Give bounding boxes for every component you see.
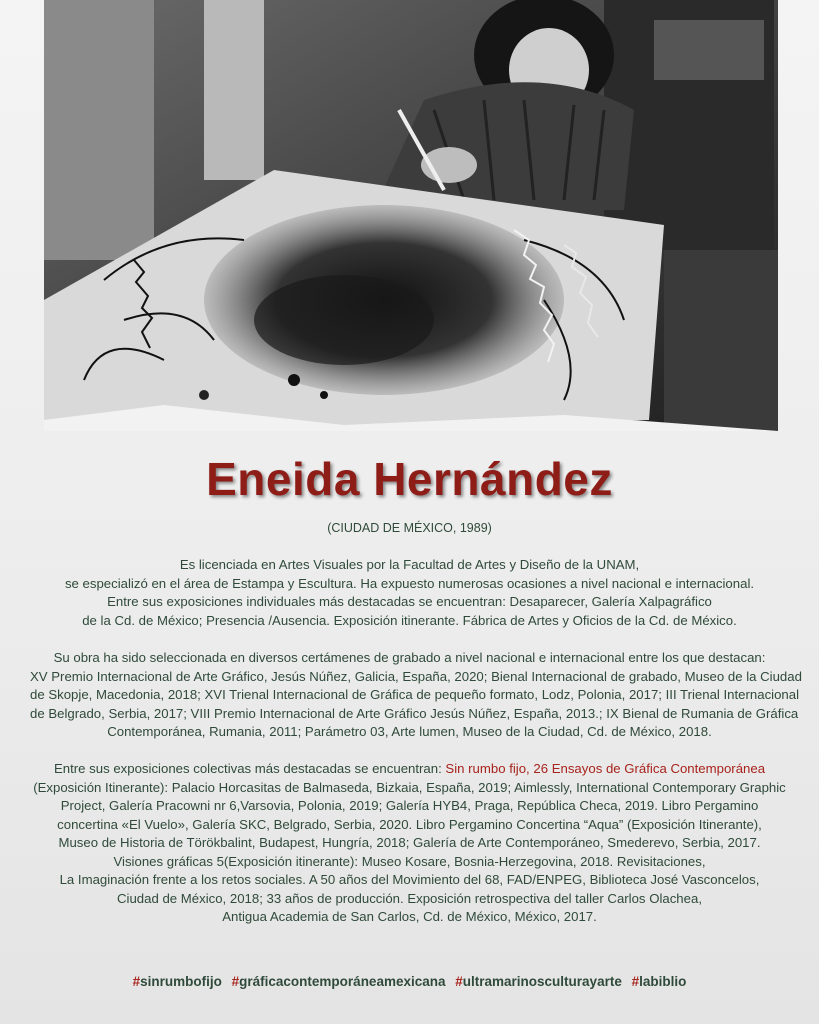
bio-line: Museo de Historia de Törökbalint, Budapest, Hungría, 2018; Galería de Arte Contemporáneo, Smederevo, Serbia, 2017. — [58, 835, 761, 850]
bio-line: Visiones gráficas 5(Exposición itinerante): Museo Kosare, Bosnia-Herzegovina, 2018. Revisitaciones, — [113, 853, 706, 869]
bio-line: concertina «El Vuelo», Galería SKC, Belgrado, Serbia, 2020. Libro Pergamino Concertina “Aqua” (Exposición Itinerante), — [57, 816, 762, 832]
bio-line: de Belgrado, Serbia, 2017; VIII Premio Internacional de Arte Gráfico Jesús Núñez, España, 2013.; IX Bienal de Rumania de Gráfica — [30, 705, 799, 721]
bio-line: Project, Galería Pracowni nr 6,Varsovia, Polonia, 2019; Galería HYB4, Praga, República Checa, 2019. Libro Pergamino — [60, 798, 759, 813]
hashtag-text: labiblio — [639, 974, 687, 989]
hashtag[interactable] — [232, 974, 446, 989]
bio-line: Entre sus exposiciones individuales más destacadas se encuentran: Desaparecer, Galería Xalpagráfico — [107, 594, 712, 609]
artist-photo — [44, 0, 778, 431]
bio-line-prefix: Entre sus exposiciones colectivas más destacadas se encuentran: — [53, 761, 446, 776]
bio-line: La Imaginación frente a los retos sociales. A 50 años del Movimiento del 68, FAD/ENPEG, Biblioteca José Vasconcelos, — [59, 872, 760, 887]
hashtag[interactable] — [133, 974, 222, 989]
bio-line — [30, 760, 789, 779]
hashtag-bar — [0, 974, 819, 989]
bio-line: Contemporánea, Rumania, 2011; Parámetro 03, Arte lumen, Museo de la Ciudad, Cd. de México, 2018. — [107, 724, 712, 739]
bio-paragraph-education — [30, 556, 789, 630]
bio-paragraph-awards — [30, 649, 802, 742]
hash-symbol: # — [132, 974, 141, 989]
hashtag-text: ultramarinosculturayarte — [462, 974, 622, 989]
bio-line: Es licenciada en Artes Visuales por la Facultad de Artes y Diseño de la UNAM, — [179, 557, 640, 572]
bio-line: (Exposición Itinerante): Palacio Horcasitas de Balmaseda, Bizkaia, España, 2019; Aimlessly, International Contemporary Graphic — [33, 779, 786, 795]
bio-line: de Skopje, Macedonia, 2018; XVI Trienal Internacional de Gráfica de pequeño formato, Lodz, Polonia, 2017; III Trienal Internacional — [30, 687, 800, 702]
bio-line: XV Premio Internacional de Arte Gráfico, Jesús Núñez, Galicia, España, 2020; Bienal Internacional de grabado, Museo de la Ciudad — [30, 668, 802, 684]
bio-line: Antigua Academia de San Carlos, Cd. de México, México, 2017. — [222, 909, 597, 924]
bio-line: Su obra ha sido seleccionada en diversos certámenes de grabado a nivel nacional e internacional entre los que destacan: — [53, 650, 766, 665]
highlighted-exhibition: Sin rumbo fijo, 26 Ensayos de Gráfica Contemporánea — [445, 761, 766, 776]
hash-symbol: # — [455, 974, 463, 989]
bio-line: de la Cd. de México; Presencia /Ausencia. Exposición itinerante. Fábrica de Artes y Oficios de la Cd. de México. — [82, 612, 737, 628]
hash-symbol: # — [231, 974, 240, 989]
hashtag[interactable] — [455, 974, 622, 989]
bio-paragraph-exhibitions — [30, 760, 789, 927]
hashtag-text: sinrumbofijo — [140, 974, 222, 989]
hashtag-text: gráficacontemporáneamexicana — [239, 974, 446, 989]
hashtag[interactable] — [632, 974, 687, 989]
artist-at-work-photo-icon — [44, 0, 778, 431]
bio-line: se especializó en el área de Estampa y Escultura. Ha expuesto numerosas ocasiones a nivel nacional e internacional. — [64, 575, 755, 591]
artist-origin: (CIUDAD DE MÉXICO, 1989) — [327, 521, 492, 535]
artist-name: Eneida Hernández — [206, 453, 613, 505]
hash-symbol: # — [631, 974, 640, 989]
bio-line: Ciudad de México, 2018; 33 años de producción. Exposición retrospectiva del taller Carlos Olachea, — [117, 890, 702, 906]
